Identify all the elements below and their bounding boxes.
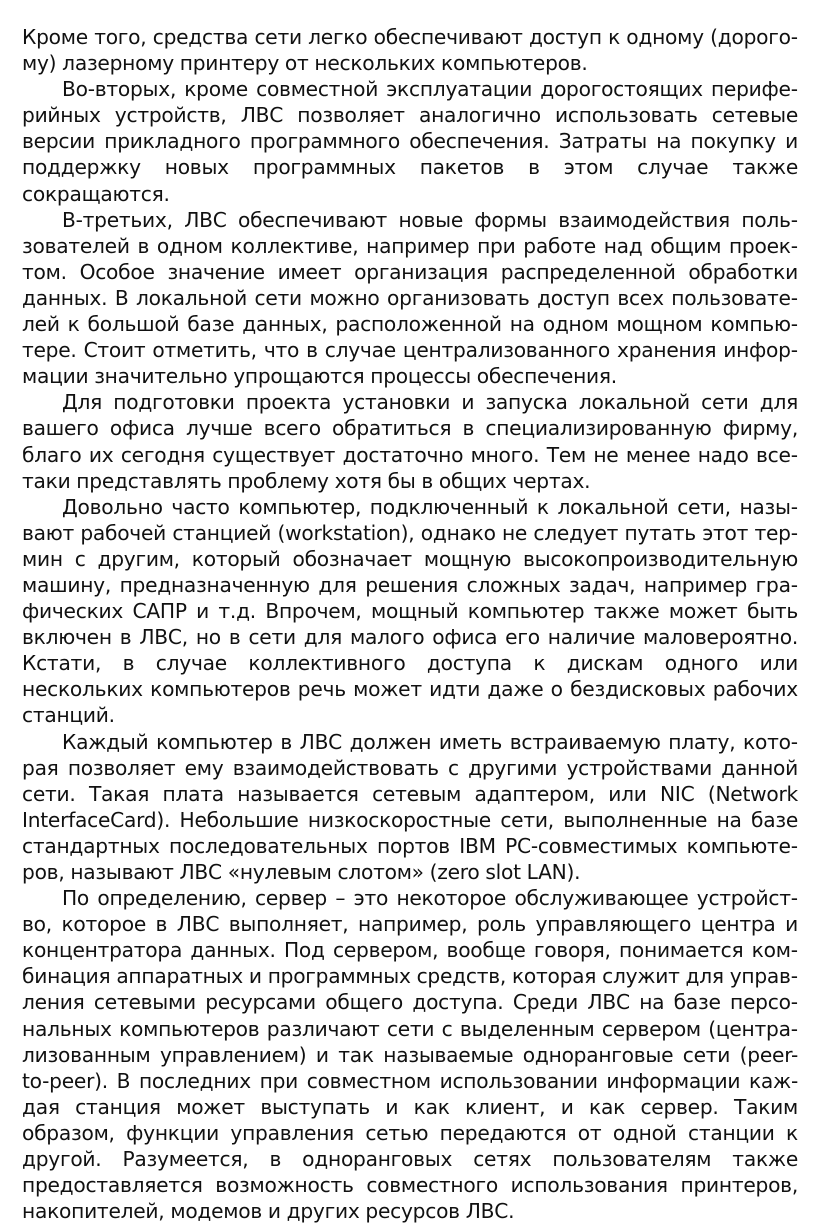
paragraph-collaboration: В-третьих, ЛВС обеспечивают новые формы взаимодействия пользователей в одном коллективе, например при работе над общим проектом. Особое значение имеет организация распределенной обработки данных. В локальной сети можно организовать доступ всех пользователей к большой базе данных, расположенной на одном мощном компьютере. Стоит отметить, что в случае централизованного хранения информации значительно упрощаются процессы обеспечения.: [22, 207, 798, 389]
paragraph-network-planning: Для подготовки проекта установки и запуска локальной сети для вашего офиса лучше всего обратиться в специализированную фирму, благо их сегодня существует достаточно много. Тем не менее надо всетаки представлять проблему хотя бы в общих чертах.: [22, 390, 798, 493]
paragraph-shared-software: Во-вторых, кроме совместной эксплуатации дорогостоящих периферийных устройств, ЛВС позволяет аналогично использовать сетевые версии прикладного программного обеспечения. Затраты на покупку и поддержку новых программных пакетов в этом случае также сокращаются.: [22, 77, 798, 206]
paragraph-network-adapter: Каждый компьютер в ЛВС должен иметь встраиваемую плату, которая позволяет ему взаимодействовать с другими устройствами данной сети. Такая плата называется сетевым адаптером, или NIC (Network InterfaceCard). Небольшие низкоскоростные сети, выполненные на базе стандартных последовательных портов IBM PC-совместимых компьютеров, называют ЛВС «нулевым слотом» (zero slot LAN).: [22, 729, 798, 884]
paragraph-shared-printer: Кроме того, средства сети легко обеспечивают доступ к одному (дорогому) лазерному принтеру от нескольких компьютеров.: [22, 25, 798, 76]
paragraph-server: По определению, сервер – это некоторое обслуживающее устройство, которое в ЛВС выполняет, например, роль управляющего центра и концентратора данных. Под сервером, вообще говоря, понимается комбинация аппаратных и программных средств, которая служит для управления сетевыми ресурсами общего доступа. Среди ЛВС на базе персональных компьютеров различают сети с выделенным сервером (централизованным управлением) и так называемые одноранговые сети (peer- to-peer). В последних при совместном использовании информации каж- дая станция может выступать и как клиент, и как сервер. Таким образом, функции управления сетью передаются от одной станции к другой. Разумеется, в одноранговых сетях пользователям также предоставляется возможность совместного использования принтеров, накопителей, модемов и других ресурсов ЛВС.: [22, 886, 798, 1224]
paragraph-workstation: Довольно часто компьютер, подключенный к локальной сети, называют рабочей станцией (workstation), однако не следует путать этот термин с другим, который обозначает мощную высокопроизводительную машину, предназначенную для решения сложных задач, например графических САПР и т.д. Впрочем, мощный компьютер также может быть включен в ЛВС, но в сети для малого офиса его наличие маловероятно. Кстати, в случае коллективного доступа к дискам одного или нескольких компьютеров речь может идти даже о бездисковых рабочих станций.: [22, 494, 798, 728]
